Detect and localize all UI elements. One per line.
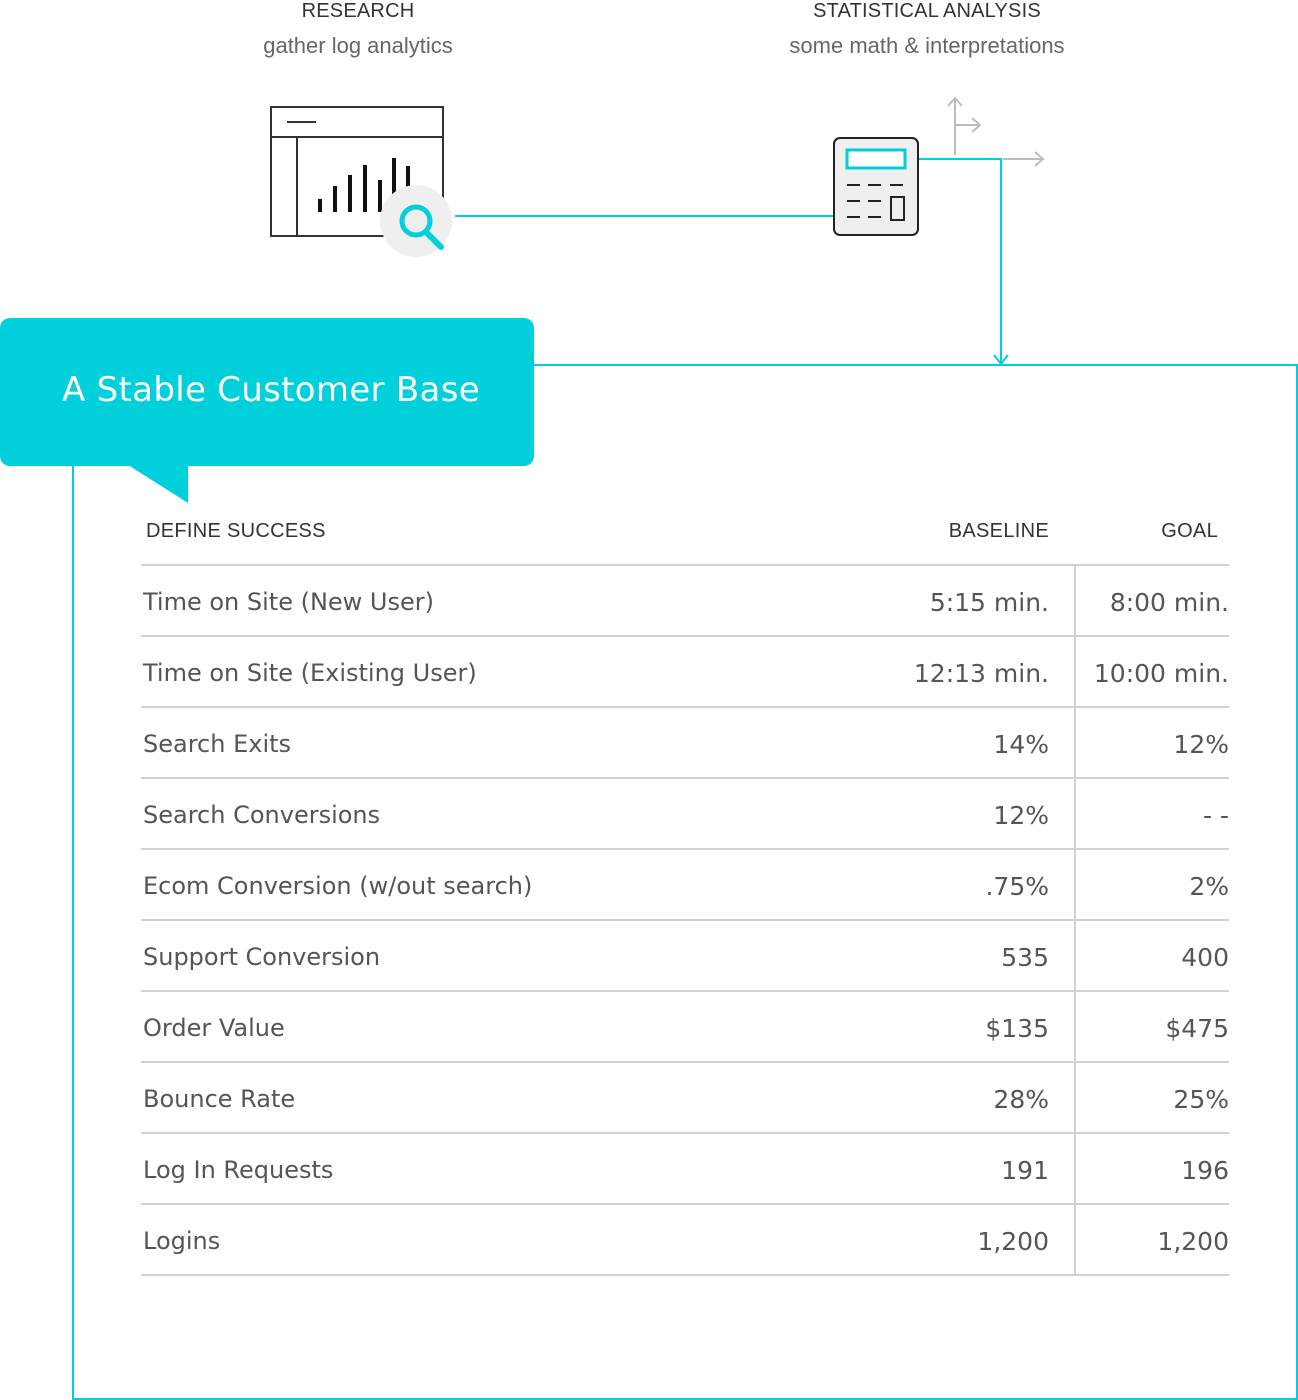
column-divider xyxy=(1074,1063,1076,1132)
goal-value: 1,200 xyxy=(1157,1227,1229,1256)
callout-box xyxy=(0,318,534,466)
research-title: RESEARCH xyxy=(301,0,415,22)
header-baseline: BASELINE xyxy=(948,520,1049,542)
analytics-window-search-icon xyxy=(271,107,452,257)
column-divider xyxy=(1074,637,1076,706)
column-divider xyxy=(1074,1205,1076,1274)
metric-label: Support Conversion xyxy=(143,943,381,971)
metric-label: Search Conversions xyxy=(143,801,381,829)
analysis-title: STATISTICAL ANALYSIS xyxy=(813,0,1041,22)
baseline-value: 191 xyxy=(1001,1156,1049,1185)
column-divider xyxy=(1074,850,1076,919)
goal-value: 25% xyxy=(1173,1085,1229,1114)
baseline-value: 28% xyxy=(993,1085,1049,1114)
research-subtitle: gather log analytics xyxy=(263,33,453,58)
metric-label: Order Value xyxy=(143,1014,285,1042)
axis-arrows-icon xyxy=(948,98,1043,166)
baseline-value: 535 xyxy=(1001,943,1049,972)
header-goal: GOAL xyxy=(1161,520,1218,542)
table-row xyxy=(141,1132,1229,1203)
column-divider xyxy=(1074,779,1076,848)
goal-value: 8:00 min. xyxy=(1109,588,1229,617)
column-divider xyxy=(1074,708,1076,777)
baseline-value: 12:13 min. xyxy=(913,659,1049,688)
metrics-table xyxy=(141,564,1229,1276)
table-row xyxy=(141,990,1229,1061)
metric-label: Time on Site (New User) xyxy=(143,588,434,616)
goal-value: 400 xyxy=(1181,943,1229,972)
table-row xyxy=(141,635,1229,706)
column-divider xyxy=(1074,992,1076,1061)
callout-title: A Stable Customer Base xyxy=(62,370,480,410)
baseline-value: 5:15 min. xyxy=(929,588,1049,617)
column-divider xyxy=(1074,566,1076,635)
metric-label: Time on Site (Existing User) xyxy=(143,659,477,687)
connector-down-line xyxy=(905,159,1001,363)
metric-label: Search Exits xyxy=(143,730,292,758)
calculator-icon xyxy=(834,138,918,235)
table-row xyxy=(141,848,1229,919)
goal-value: 10:00 min. xyxy=(1093,659,1229,688)
column-divider xyxy=(1074,921,1076,990)
metric-label: Bounce Rate xyxy=(143,1085,296,1113)
goal-value: - - xyxy=(1203,801,1229,830)
table-row xyxy=(141,777,1229,848)
table-row xyxy=(141,919,1229,990)
baseline-value: 1,200 xyxy=(977,1227,1049,1256)
goal-value: 12% xyxy=(1173,730,1229,759)
goal-value: $475 xyxy=(1165,1014,1229,1043)
metric-label: Log In Requests xyxy=(143,1156,334,1184)
baseline-value: 14% xyxy=(993,730,1049,759)
table-row xyxy=(141,706,1229,777)
metric-label: Ecom Conversion (w/out search) xyxy=(143,872,533,900)
goal-value: 2% xyxy=(1189,872,1229,901)
baseline-value: $135 xyxy=(985,1014,1049,1043)
table-row xyxy=(141,1203,1229,1276)
metric-label: Logins xyxy=(143,1227,221,1255)
baseline-value: .75% xyxy=(985,872,1049,901)
table-row xyxy=(141,1061,1229,1132)
analysis-subtitle: some math & interpretations xyxy=(789,33,1065,58)
baseline-value: 12% xyxy=(993,801,1049,830)
table-row xyxy=(141,564,1229,635)
column-divider xyxy=(1074,1134,1076,1203)
header-define-success: DEFINE SUCCESS xyxy=(146,520,326,542)
goal-value: 196 xyxy=(1181,1156,1229,1185)
